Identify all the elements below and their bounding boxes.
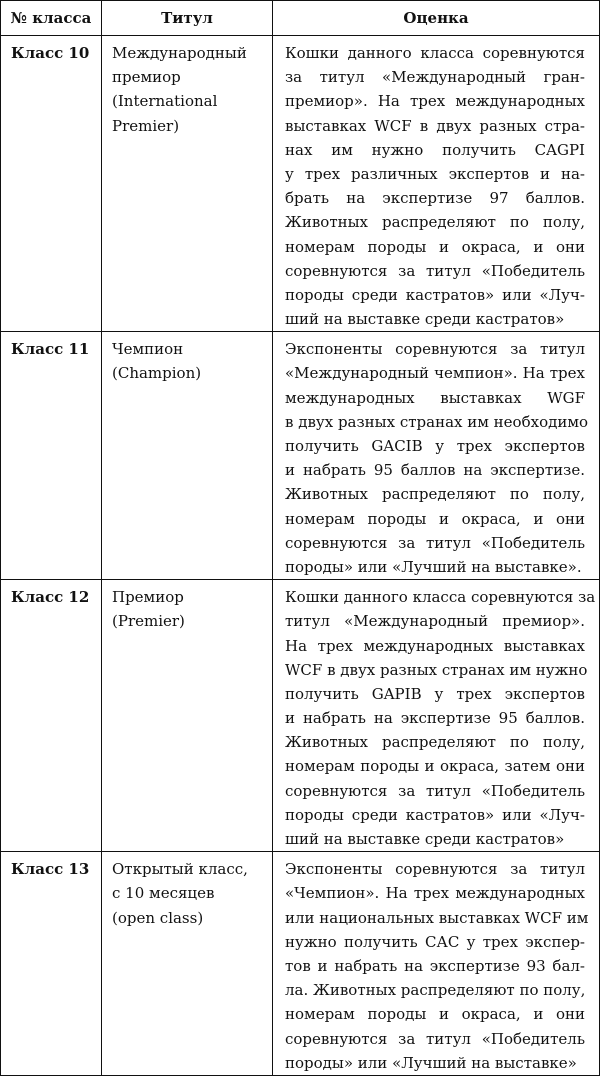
title-line: Открытый класс, xyxy=(112,860,248,879)
evaluation-line: Животных распределяют по полу, xyxy=(285,485,585,504)
evaluation-line: породы» или «Лучший на выставке». xyxy=(285,557,582,576)
header-title: Титул xyxy=(102,1,273,36)
table-row xyxy=(1,580,600,852)
evaluation-line: номерам породы и окраса, и они xyxy=(285,509,585,528)
evaluation-line: ший на выставке среди кастратов» xyxy=(285,310,565,329)
title-line: (open class) xyxy=(112,908,204,927)
title-cell xyxy=(102,852,273,1076)
title-cell xyxy=(102,36,273,332)
evaluation-line: породы» или «Лучший на выставке» xyxy=(285,1053,577,1072)
title-line: Международный xyxy=(112,44,247,62)
evaluation-line: Кошки данного класса соревнуются xyxy=(285,44,585,62)
table-row xyxy=(1,852,600,1076)
class-number: Класс 10 xyxy=(11,44,90,62)
evaluation-line: премиор». На трех международных xyxy=(285,92,585,111)
evaluation-cell xyxy=(273,332,600,580)
evaluation-line: получить GACIB у трех экспертов xyxy=(285,437,585,455)
title-line: (International xyxy=(112,92,218,111)
evaluation-line: и набрать на экспертизе 95 баллов. xyxy=(285,709,585,728)
title-line: (Premier) xyxy=(112,612,185,631)
evaluation-line: соревнуются за титул «Победитель xyxy=(285,533,585,552)
evaluation-line: «Чемпион». На трех международных xyxy=(285,884,585,903)
evaluation-cell xyxy=(273,36,600,332)
evaluation-line: в двух разных странах им необходимо xyxy=(285,412,589,431)
title-line: Премиор xyxy=(112,588,184,607)
evaluation-line: у трех различных экспертов и на- xyxy=(285,164,585,183)
class-number-cell xyxy=(1,332,102,580)
evaluation-line: номерам породы и окраса, затем они xyxy=(285,757,585,776)
evaluation-line: нах им нужно получить CAGPI xyxy=(285,140,585,159)
class-number-cell xyxy=(1,852,102,1076)
class-number: Класс 13 xyxy=(11,860,90,879)
evaluation-line: за титул «Международный гран- xyxy=(285,68,585,87)
evaluation-line: получить GAPIB у трех экспертов xyxy=(285,684,585,703)
title-cell xyxy=(102,580,273,852)
evaluation-line: ла. Животных распределяют по полу, xyxy=(285,981,586,1000)
evaluation-line: соревнуются за титул «Победитель xyxy=(285,781,585,800)
header-evaluation: Оценка xyxy=(273,1,600,36)
title-line: премиор xyxy=(112,68,181,87)
evaluation-line: ший на выставке среди кастратов» xyxy=(285,830,565,848)
title-line: Premier) xyxy=(112,116,180,135)
table-row xyxy=(1,36,600,332)
evaluation-line: соревнуются за титул «Победитель xyxy=(285,261,585,280)
evaluation-line: «Международный чемпион». На трех xyxy=(285,364,585,383)
evaluation-line: соревнуются за титул «Победитель xyxy=(285,1029,585,1048)
title-cell xyxy=(102,332,273,580)
evaluation-line: тов и набрать на экспертизе 93 бал- xyxy=(285,956,585,975)
evaluation-line: Кошки данного класса соревнуются за xyxy=(285,588,596,607)
evaluation-line: нужно получить САС у трех экспер- xyxy=(285,932,585,951)
evaluation-line: породы среди кастратов» или «Луч- xyxy=(285,285,585,304)
evaluation-line: номерам породы и окраса, и они xyxy=(285,237,585,256)
header-class-number: № класса xyxy=(1,1,102,36)
evaluation-line: номерам породы и окраса, и они xyxy=(285,1005,585,1024)
evaluation-line: Экспоненты соревнуются за титул xyxy=(285,860,585,879)
evaluation-line: Животных распределяют по полу, xyxy=(285,213,585,232)
evaluation-cell xyxy=(273,580,600,852)
class-number-cell xyxy=(1,36,102,332)
title-line: с 10 месяцев xyxy=(112,884,215,903)
header-row xyxy=(1,1,600,36)
title-line: Чемпион xyxy=(112,340,184,359)
evaluation-line: и набрать 95 баллов на экспертизе. xyxy=(285,461,585,480)
evaluation-line: титул «Международный премиор». xyxy=(285,612,585,631)
evaluation-cell xyxy=(273,852,600,1076)
class-number: Класс 11 xyxy=(11,340,90,359)
evaluation-line: На трех международных выставках xyxy=(285,636,585,655)
evaluation-line: Экспоненты соревнуются за титул xyxy=(285,340,585,359)
table-row xyxy=(1,332,600,580)
class-number: Класс 12 xyxy=(11,588,90,607)
evaluation-line: или национальных выставках WCF им xyxy=(285,908,589,927)
evaluation-line: породы среди кастратов» или «Луч- xyxy=(285,805,585,824)
evaluation-line: выставках WCF в двух разных стра- xyxy=(285,116,585,135)
evaluation-line: международных выставках WGF xyxy=(285,388,585,407)
evaluation-line: WCF в двух разных странах им нужно xyxy=(285,660,588,679)
evaluation-line: Животных распределяют по полу, xyxy=(285,733,585,752)
title-line: (Champion) xyxy=(112,364,202,383)
evaluation-line: брать на экспертизе 97 баллов. xyxy=(285,189,585,208)
class-number-cell xyxy=(1,580,102,852)
